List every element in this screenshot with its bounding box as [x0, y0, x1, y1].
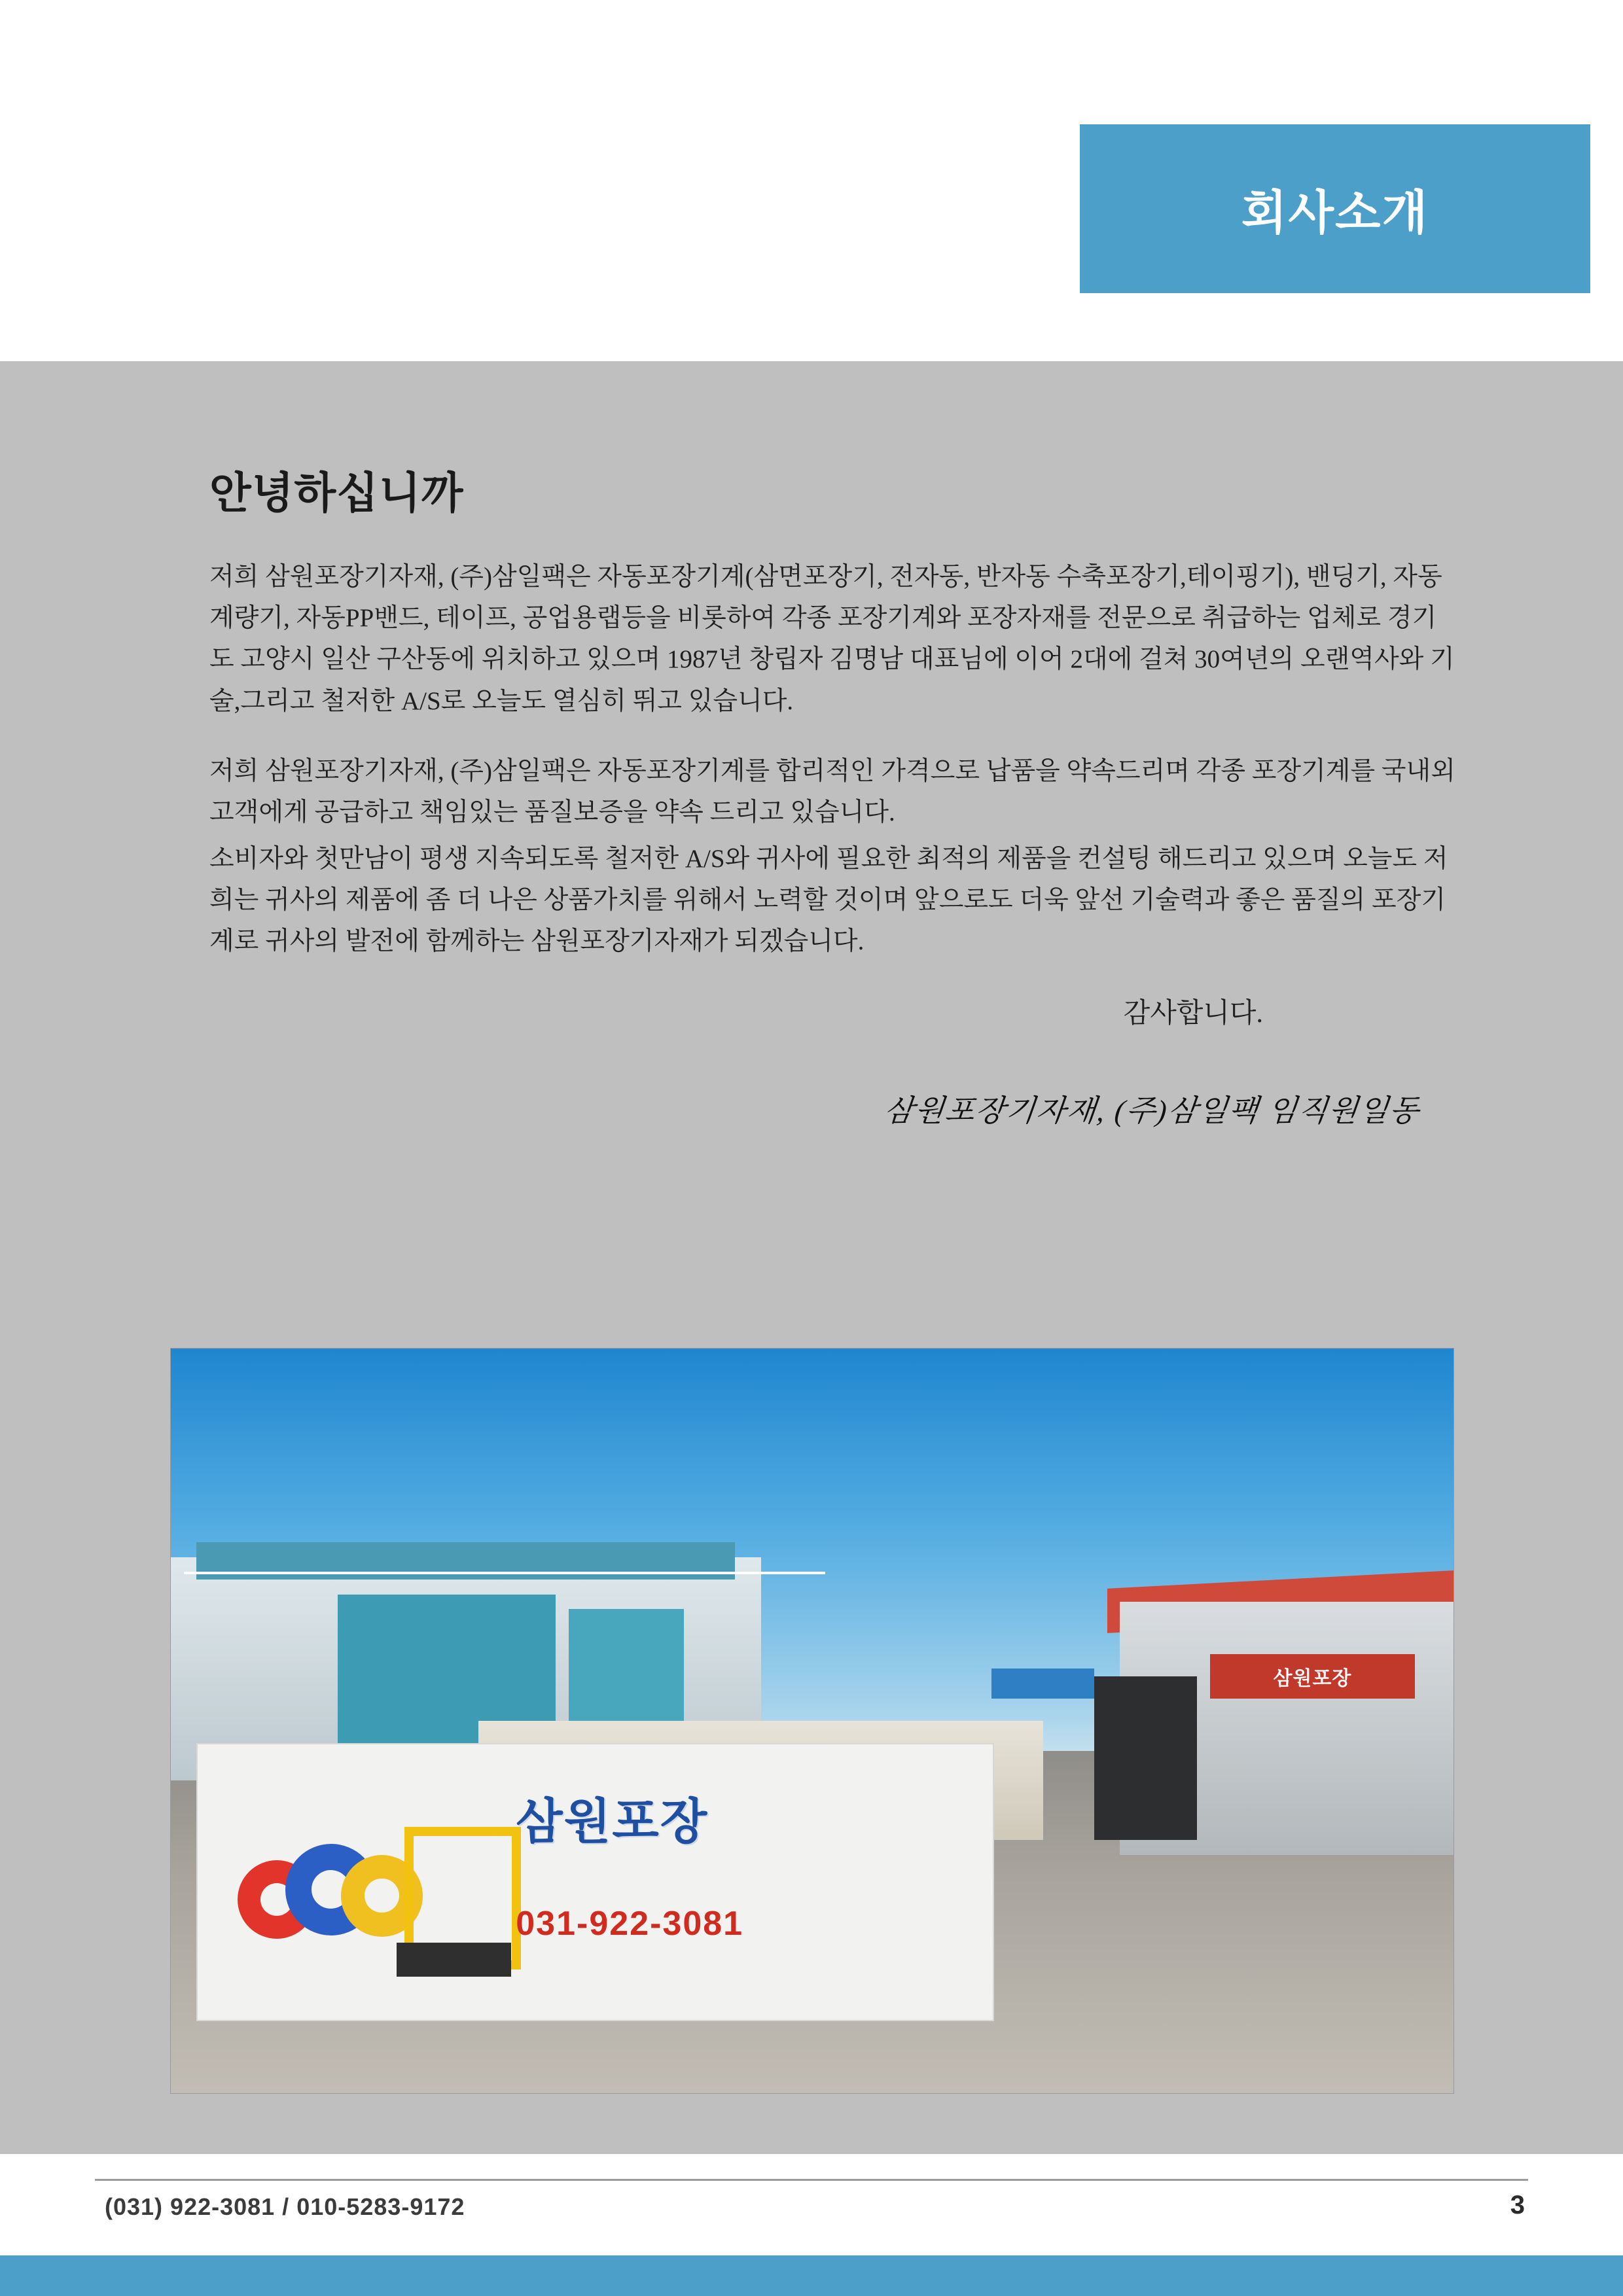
page-number: 3 [1510, 2191, 1525, 2219]
photo-tape-hole [365, 1879, 399, 1913]
photo-teal-panel-2 [569, 1609, 684, 1735]
content-area [209, 458, 1459, 1130]
photo-warehouse-sign: 삼원포장 [1210, 1654, 1416, 1699]
photo-awning [991, 1669, 1094, 1699]
paragraph-3: 소비자와 첫만남이 평생 지속되도록 철저한 A/S와 귀사에 필요한 최적의 제품을 컨설팅 해드리고 있으며 오늘도 저희는 귀사의 제품에 좀 더 나은 상품가치를 위해서 노력할 것이며 앞으로도 더욱 앞선 기술력과 좋은 품질의 포장기계로 귀사의 발전에 함께하는 삼원포장기자재가 되겠습니다. [209, 845, 1448, 956]
photo-machine-base [397, 1943, 511, 1977]
footer-contact: (031) 922-3081 / 010-5283-9172 [105, 2193, 465, 2220]
photo-banner-title: 삼원포장 [516, 1794, 709, 1849]
greeting-heading: 안녕하십니까 [209, 468, 464, 517]
section-title-tab [1080, 124, 1590, 293]
company-photo [170, 1348, 1454, 2094]
photo-warehouse-door [1094, 1676, 1197, 1840]
photo-banner-phone: 031-922-3081 [516, 1905, 744, 1943]
paragraph-2: 저희 삼원포장기자재, (주)삼일팩은 자동포장기계를 합리적인 가격으로 납품을 약속드리며 각종 포장기계를 국내외 고객에게 공급하고 책임있는 품질보증을 약속 드리고 있습니다. [209, 756, 1455, 826]
page-header [0, 0, 1623, 361]
footer-divider [95, 2179, 1528, 2181]
signature-text: 삼원포장기자재, (주)삼일팩 임직원일동 [882, 1093, 1422, 1127]
thanks-text: 감사합니다. [1123, 998, 1263, 1029]
section-title-text: 회사소개 [1241, 187, 1429, 239]
photo-railing [184, 1572, 825, 1574]
paragraph-1: 저희 삼원포장기자재, (주)삼일팩은 자동포장기계(삼면포장기, 전자동, 반자동 수축포장기,테이핑기), 밴딩기, 자동계량기, 자동PP밴드, 테이프, 공업용랩등을 비롯하여 각종 포장기계와 포장자재를 전문으로 취급하는 업체로 경기도 고양시 일산 구산동에 위치하고 있으며 1987년 창립자 김명남 대표님에 이어 2대에 걸쳐 30여년의 오랜역사와 기술,그리고 철저한 A/S로 오늘도 열심히 뛰고 있습니다. [209, 563, 1455, 715]
photo-banner [196, 1743, 994, 2021]
footer-band [0, 2255, 1623, 2296]
